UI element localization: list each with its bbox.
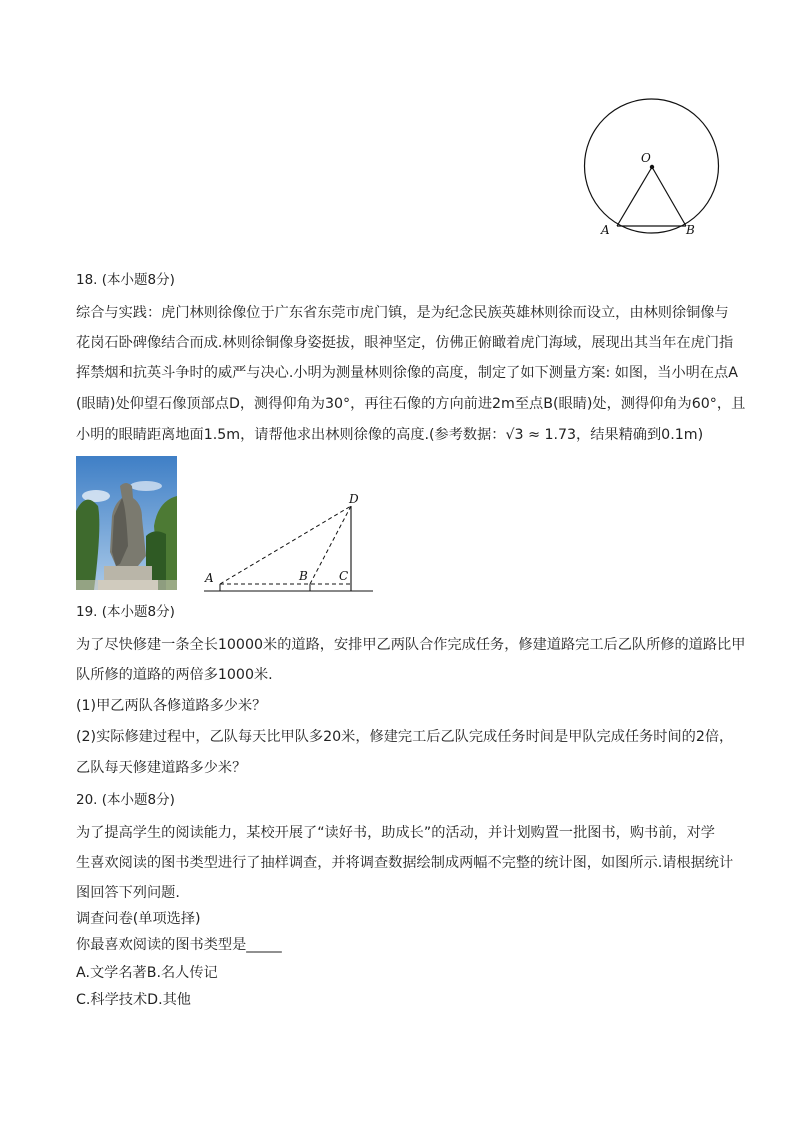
circle-figure: [575, 95, 730, 240]
label-c: C: [339, 569, 349, 583]
q20-header: 20. (本小题8分): [76, 792, 175, 808]
q20-options-cd: C.科学技术D.其他: [76, 992, 191, 1008]
q18-line-2: 花岗石卧碑像结合而成.林则徐铜像身姿挺拔，眼神坚定，仿佛正俯瞰着虎门海域，展现出其当年在虎门指: [76, 335, 734, 351]
label-a: A: [601, 223, 610, 237]
sight-line-ad: [220, 506, 351, 584]
label-b: B: [299, 569, 308, 583]
q19-line-2: 队所修的道路的两倍多1000米.: [76, 667, 273, 683]
q19-header: 19. (本小题8分): [76, 604, 175, 620]
radius-ob: [652, 167, 686, 226]
q20-survey-question: 你最喜欢阅读的图书类型是_____: [76, 937, 282, 953]
q18-line-4: (眼睛)处仰望石像顶部点D，测得仰角为30°，再往石像的方向前进2m至点B(眼睛)处，测得仰角为60°，且: [76, 396, 746, 412]
q18-line-1: 综合与实践：虎门林则徐像位于广东省东莞市虎门镇，是为纪念民族英雄林则徐而设立，由林则徐铜像与: [76, 305, 729, 321]
q18-line-5: 小明的眼睛距离地面1.5m，请帮他求出林则徐像的高度.(参考数据：√3 ≈ 1.73，结果精确到0.1m): [76, 427, 704, 443]
q20-options-ab: A.文学名著B.名人传记: [76, 965, 218, 981]
q18-header: 18. (本小题8分): [76, 272, 175, 288]
label-a: A: [205, 571, 214, 585]
q19-line-4: (2)实际修建过程中，乙队每天比甲队多20米，修建完工后乙队完成任务时间是甲队完成任务时间的2倍，: [76, 729, 734, 745]
q20-line-1: 为了提高学生的阅读能力，某校开展了“读好书，助成长”的活动，并计划购置一批图书，购书前，对学: [76, 825, 715, 841]
statue-photo: [76, 456, 177, 590]
q19-line-3: (1)甲乙两队各修道路多少米？: [76, 698, 267, 714]
q20-line-3: 图回答下列问题.: [76, 885, 180, 901]
label-b: B: [686, 223, 695, 237]
label-d: D: [349, 492, 359, 506]
q20-line-2: 生喜欢阅读的图书类型进行了抽样调查，并将调查数据绘制成两幅不完整的统计图，如图所示.请根据统计: [76, 855, 734, 871]
q19-line-1: 为了尽快修建一条全长10000米的道路，安排甲乙两队合作完成任务，修建道路完工后乙队所修的道路比甲: [76, 637, 746, 653]
q18-line-3: 挥禁烟和抗英斗争时的威严与决心.小明为测量林则徐像的高度，制定了如下测量方案: 如图，当小明在点A: [76, 365, 738, 381]
elevation-diagram: [198, 488, 378, 598]
q19-line-5: 乙队每天修建道路多少米？: [76, 760, 247, 776]
q20-survey-title: 调查问卷(单项选择): [76, 911, 201, 927]
center-dot: [650, 165, 654, 169]
radius-oa: [617, 167, 652, 226]
label-o: O: [641, 151, 651, 165]
